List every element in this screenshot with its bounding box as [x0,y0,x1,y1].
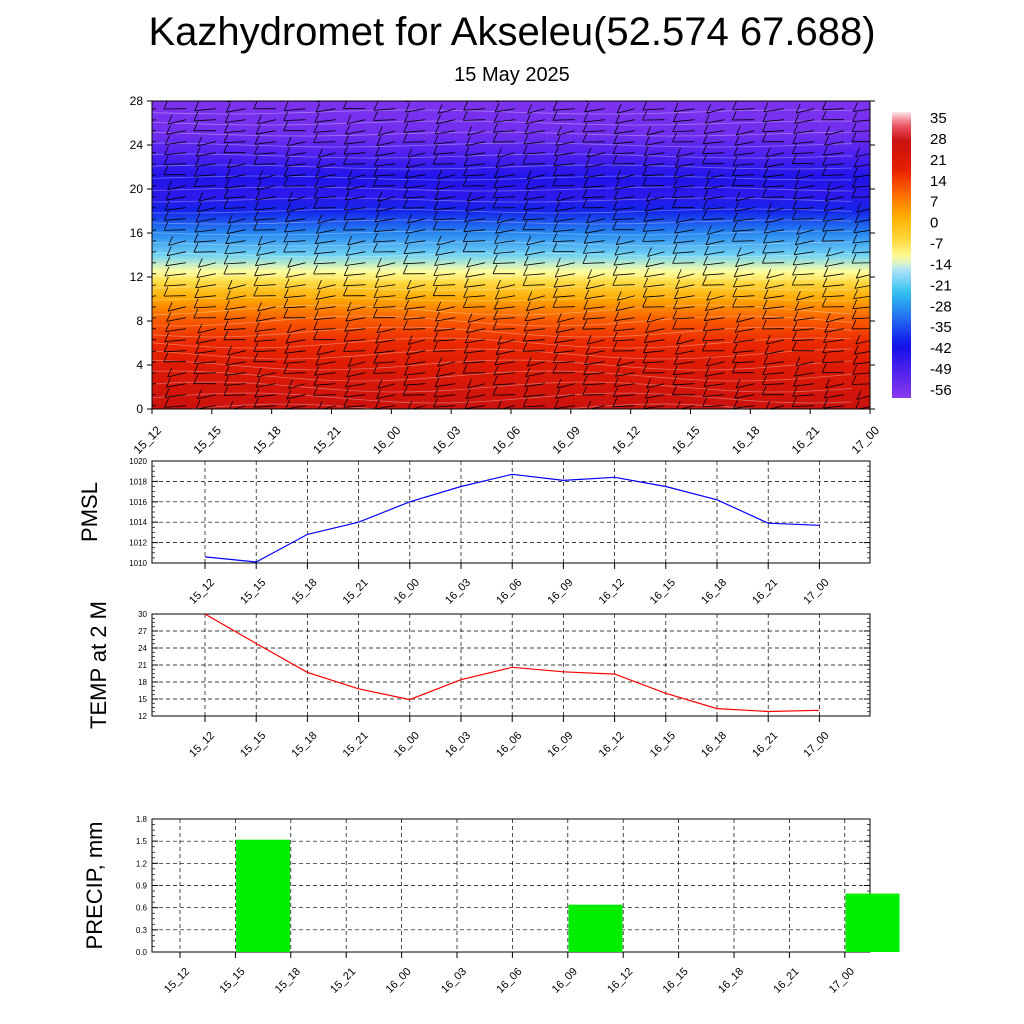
wind-barb-flag [433,90,437,99]
wind-barb [762,263,784,264]
wind-barb-flag [224,78,228,87]
wind-barb-flag [136,169,140,178]
x-tick-label: 16_06 [494,576,525,607]
x-tick-label: 16_21 [771,965,802,996]
wind-barb [434,87,455,89]
y-tick-label: 16 [129,226,143,240]
precip-chart [82,815,900,996]
wind-barb [314,208,336,209]
y-tick-label: 8 [136,314,143,328]
wind-barb-flag [314,78,318,87]
wind-barb-flag [403,78,407,87]
colorbar-label: -56 [930,382,952,399]
wind-barb-flag [823,91,827,100]
y-tick-label: 1.8 [135,815,147,824]
wind-barb-flag [677,82,681,91]
x-tick-label: 16_09 [545,576,576,607]
wind-barb-flag [675,93,679,102]
x-tick-label: 16_03 [439,965,470,996]
wind-barb [344,87,365,89]
x-tick-label: 15_18 [250,423,284,457]
y-tick-label: 0.6 [135,903,147,913]
wind-barb-flag [197,81,201,90]
wind-barb-flag [703,79,707,88]
temperature-cross-section [130,78,883,457]
x-tick-label: 15_12 [187,729,218,760]
wind-barb [583,329,605,330]
wind-barb-flag [254,80,258,89]
y-tick-label: 4 [136,358,143,372]
wind-barb-flag [555,81,559,90]
wind-barb [403,395,425,396]
x-tick-label: 17_00 [848,423,883,457]
x-tick-label: 16_12 [609,423,643,457]
x-tick-label: 16_09 [549,423,583,457]
x-tick-label: 16_03 [443,576,474,607]
wind-barb [254,230,276,231]
y-tick-label: 18 [138,678,147,687]
wind-barb-flag [767,82,771,91]
y-tick-label: 1.5 [135,837,147,847]
wind-barb-flag [135,377,139,386]
wind-barb-flag [138,346,142,355]
x-tick-label: 15_18 [289,576,320,607]
wind-barb-flag [464,91,468,100]
x-tick-label: 15_15 [238,729,269,760]
colorbar-gradient [892,112,911,398]
wind-barb-flag [165,80,169,89]
wind-barb [824,87,844,90]
wind-barb-flag [645,81,649,90]
x-tick-label: 16_06 [494,729,525,760]
wind-barb-flag [254,90,258,99]
wind-barb [856,87,874,91]
wind-barb-flag [139,215,143,224]
wind-barb-flag [855,92,859,101]
wind-barb-flag [765,92,769,101]
wind-barb [286,87,305,91]
x-tick-label: 15_12 [187,576,218,607]
y-tick-label: 0 [136,402,143,416]
wind-barb [197,87,216,91]
precip-bar [569,905,623,952]
wind-barb [677,87,695,92]
wind-barb-flag [344,80,348,89]
x-tick-label: 16_00 [391,729,422,760]
y-tick-label: 0.3 [135,925,147,935]
wind-barb-flag [498,83,502,92]
y-tick-label: 30 [138,610,147,619]
wind-barb-flag [554,91,558,100]
x-tick-label: 17_00 [826,965,857,996]
y-tick-label: 21 [138,661,147,670]
x-tick-label: 16_00 [383,965,414,996]
x-tick-label: 15_15 [217,965,248,996]
wind-barb [493,142,515,143]
colorbar-label: -49 [930,361,952,379]
x-tick-label: 16_03 [429,423,464,457]
wind-barb-flag [613,89,617,98]
colorbar-label: 7 [930,193,939,211]
wind-barb-flag [792,79,796,88]
x-tick-label: 16_06 [489,423,524,457]
wind-barb-flag [523,79,527,88]
wind-barb [195,98,215,101]
x-tick-label: 15_21 [340,729,371,760]
wind-barb-flag [434,79,438,88]
wind-barb-flag [824,81,828,90]
wind-barb-flag [134,387,138,396]
wind-barb [553,120,575,121]
wind-barb [523,351,545,352]
x-tick-label: 16_21 [750,576,781,607]
wind-barb-flag [134,255,138,264]
y-tick-label: 24 [138,644,147,653]
y-tick-label: 27 [138,627,147,636]
wind-barb-flag [523,89,527,98]
precip-bar [236,840,290,952]
colorbar-label: -14 [930,256,952,274]
wind-barb-flag [134,78,138,87]
colorbar-label: 21 [930,151,947,169]
wind-barb-flag [137,291,141,300]
colorbar-label: -21 [930,277,952,295]
wind-barb-flag [138,159,142,168]
x-tick-label: 16_12 [596,576,627,607]
wind-barb-flag [135,245,139,254]
wind-barb [375,98,396,101]
colorbar [892,110,952,399]
y-tick-label: 15 [138,695,147,704]
page-title: Kazhydromet for Akseleu(52.574 67.688) [148,10,876,54]
panel-frame [152,461,870,563]
y-tick-label: 1010 [129,559,147,568]
pmsl-chart [77,457,870,607]
wind-barb-flag [587,82,591,91]
wind-barb-flag [792,89,796,98]
wind-barb [164,98,186,99]
wind-barb-flag [586,93,590,102]
page-subtitle: 15 May 2025 [454,64,570,86]
x-tick-label: 15_21 [310,423,344,457]
wind-barb-flag [375,91,379,100]
wind-barb [254,87,275,89]
wind-barb-flag [856,82,860,91]
wind-barb [433,98,455,99]
wind-barb [285,98,306,101]
wind-barb [823,98,844,100]
x-tick-label: 16_03 [443,729,474,760]
wind-barb [703,87,725,88]
x-tick-label: 16_18 [699,729,730,760]
wind-barb-flag [134,331,138,340]
wind-barb [587,87,604,92]
wind-barb-flag [286,81,290,90]
y-tick-label: 28 [129,94,143,108]
wind-barb [792,87,814,88]
wind-barb [644,98,665,100]
y-axis-label: TEMP at 2 M [86,601,111,729]
x-tick-label: 16_15 [660,965,691,996]
x-tick-label: 16_15 [669,423,703,457]
wind-barb-flag [134,200,138,209]
wind-barb-flag [644,91,648,100]
colorbar-label: -28 [930,298,952,316]
wind-barb-flag [733,91,737,100]
x-tick-label: 15_18 [272,965,303,996]
wind-barb-flag [344,90,348,99]
x-tick-label: 15_15 [190,423,224,457]
y-tick-label: 1020 [129,457,147,466]
x-tick-label: 15_21 [340,576,371,607]
y-tick-label: 20 [129,182,143,196]
y-tick-label: 0.0 [135,948,147,957]
x-tick-label: 16_21 [750,729,781,760]
precip-bar [846,894,900,952]
wind-barb [433,164,455,165]
wind-barb-flag [613,79,617,88]
wind-barb-flag [195,92,199,101]
y-tick-label: 24 [129,138,143,152]
wind-barb-flag [136,301,140,310]
y-tick-label: 1012 [129,538,147,548]
colorbar-label: 28 [930,130,947,148]
x-tick-label: 16_06 [494,965,525,996]
colorbar-label: 0 [930,214,939,232]
wind-barb [733,98,754,100]
wind-barb [373,186,395,187]
x-tick-label: 16_15 [647,576,678,607]
y-axis-label: PRECIP, mm [82,821,107,950]
wind-barb-flag [135,124,139,133]
y-tick-label: 1016 [129,497,147,507]
colorbar-label: 35 [930,110,947,127]
wind-barb [643,307,665,308]
x-tick-label: 16_18 [728,423,763,457]
wind-barb-flag [164,90,168,99]
x-tick-label: 16_18 [716,965,747,996]
y-axis-label: PMSL [77,482,102,542]
wind-barb [376,87,396,91]
wind-barb [165,87,186,89]
wind-barb [463,373,485,374]
wind-barb [703,285,725,286]
colorbar-label: -35 [930,319,952,337]
y-tick-label: 12 [138,712,147,721]
wind-barb [645,87,665,90]
y-tick-label: 0.9 [135,881,147,891]
x-tick-label: 15_12 [130,423,165,457]
x-tick-label: 16_09 [545,729,576,760]
x-tick-label: 16_00 [391,576,422,607]
colorbar-label: 14 [930,172,947,190]
wind-barb-flag [376,81,380,90]
wind-barb [523,98,545,99]
wind-barb [194,252,216,253]
wind-barb [767,87,785,92]
wind-barb-flag [136,114,140,123]
x-tick-label: 16_15 [647,729,678,760]
x-tick-label: 16_21 [788,423,823,457]
x-tick-label: 15_18 [289,729,320,760]
colorbar-label: -7 [930,235,944,253]
wind-barb [554,98,575,100]
wind-barb [822,241,844,242]
x-tick-label: 16_09 [549,965,580,996]
wind-barb-flag [702,89,706,98]
x-tick-label: 17_00 [801,576,832,607]
x-tick-label: 15_15 [238,576,269,607]
wind-barb [465,87,485,90]
x-tick-label: 16_18 [699,576,730,607]
y-tick-label: 12 [129,270,143,284]
wind-barb [344,98,366,99]
wind-barb-flag [465,81,469,90]
wind-barb-flag [496,93,500,102]
wind-barb [523,87,545,89]
wind-barb-flag [285,92,289,101]
wind-barb [498,87,515,92]
y-tick-label: 1014 [129,518,147,528]
x-tick-label: 15_21 [328,965,359,996]
wind-barb [613,87,635,89]
x-tick-label: 15_12 [162,965,193,996]
x-tick-label: 16_12 [605,965,636,996]
wind-barb-flag [734,81,738,90]
x-tick-label: 16_00 [369,423,404,457]
wind-barb [613,98,635,99]
y-tick-label: 1018 [129,477,147,487]
wind-barb [464,98,485,101]
x-tick-label: 16_12 [596,729,627,760]
temp-2m-chart [86,601,870,760]
x-tick-label: 17_00 [801,729,832,760]
wind-barb [555,87,575,90]
wind-barb [734,87,754,90]
colorbar-label: -42 [930,340,952,358]
y-tick-label: 1.2 [135,859,147,869]
wind-barb [254,98,276,99]
